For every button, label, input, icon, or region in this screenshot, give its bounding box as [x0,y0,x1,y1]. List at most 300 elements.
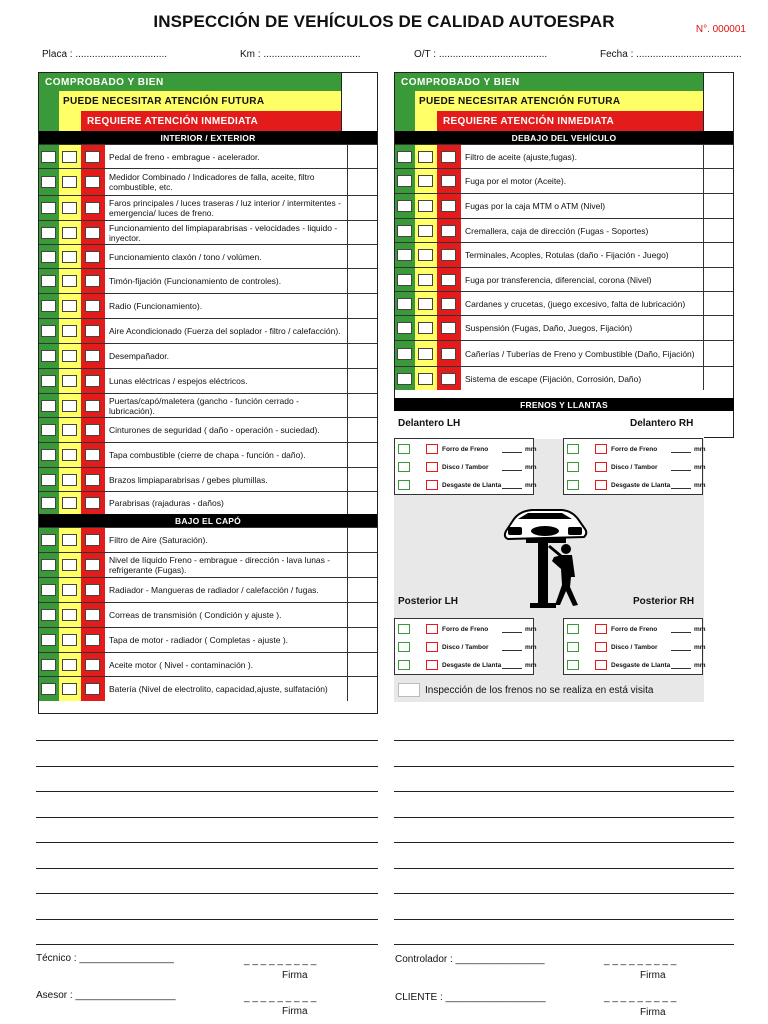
immediate-checkbox[interactable] [595,462,607,472]
position-front-lh: Delantero LH [398,418,461,429]
immediate-checkbox[interactable] [426,480,438,490]
immediate-checkbox[interactable] [85,300,100,312]
ok-checkbox[interactable] [41,424,56,436]
measure-input[interactable] [671,644,691,651]
immediate-checkbox[interactable] [441,225,456,237]
checklist-row [39,318,377,343]
ok-checkbox[interactable] [41,227,56,239]
ok-checkbox[interactable] [41,609,56,621]
immediate-checkbox[interactable] [85,634,100,646]
observation-line-right[interactable] [394,740,734,741]
item-label: Filtro de Aire (Saturación). [109,535,208,545]
checklist-row [39,220,377,244]
observation-line-left[interactable] [36,868,378,869]
immediate-checkbox[interactable] [595,642,607,652]
item-label: Funcionamiento del limpiaparabrisas - velocidades - liquido - inyector. [109,222,338,243]
unit-label: mm [694,445,706,453]
asesor-signature-line: _ _ _ _ _ _ _ _ _ [244,992,317,1003]
ok-checkbox[interactable] [398,444,410,454]
brake-measure-label: Desgaste de Llanta [442,661,502,669]
immediate-checkbox[interactable] [85,534,100,546]
future-checkbox[interactable] [62,350,77,362]
tecnico-field[interactable]: Técnico : _________________ [36,953,174,964]
item-note-cell[interactable] [347,169,377,195]
legend-red: REQUIERE ATENCIÓN INMEDIATA [81,111,341,131]
immediate-checkbox[interactable] [441,151,456,163]
ok-checkbox[interactable] [397,348,412,360]
measure-input[interactable] [502,464,522,471]
brake-measure-label: Disco / Tambor [442,643,489,651]
ok-checkbox[interactable] [41,559,56,571]
future-checkbox[interactable] [418,274,433,286]
future-checkbox[interactable] [62,251,77,263]
immediate-checkbox[interactable] [85,609,100,621]
checklist-row [39,244,377,268]
brake-measure-line [564,620,706,638]
legend-notes-column [341,73,377,131]
future-checkbox[interactable] [62,375,77,387]
future-checkbox[interactable] [62,497,77,509]
form-title: INSPECCIÓN DE VEHÍCULOS DE CALIDAD AUTOESPAR [153,12,615,31]
item-note-cell[interactable] [347,245,377,268]
item-label: Brazos limpiaparabrisas / gebes plumillas. [109,474,268,485]
item-note-cell[interactable] [347,418,377,442]
unit-label: mm [694,643,706,651]
brake-box-front-lh [394,438,537,495]
future-checkbox[interactable] [418,348,433,360]
ok-checkbox[interactable] [41,683,56,695]
ok-checkbox[interactable] [41,202,56,214]
ok-checkbox[interactable] [398,642,410,652]
future-checkbox[interactable] [62,449,77,461]
future-checkbox[interactable] [418,200,433,212]
position-front-rh: Delantero RH [630,418,694,429]
immediate-checkbox[interactable] [85,325,100,337]
ok-checkbox[interactable] [41,497,56,509]
ok-checkbox[interactable] [41,400,56,412]
future-checkbox[interactable] [418,249,433,261]
observation-line-left[interactable] [36,766,378,767]
unit-label: mm [525,625,537,633]
immediate-checkbox[interactable] [85,400,100,412]
item-note-cell[interactable] [347,603,377,627]
immediate-checkbox[interactable] [426,462,438,472]
immediate-checkbox[interactable] [85,176,100,188]
item-note-cell[interactable] [347,344,377,368]
unit-label: mm [525,481,537,489]
ok-checkbox[interactable] [41,325,56,337]
item-label: Fugas por la caja MTM o ATM (Nivel) [465,201,606,211]
brake-measure-label: Forro de Freno [442,625,489,633]
immediate-checkbox[interactable] [85,375,100,387]
future-checkbox[interactable] [62,424,77,436]
tecnico-firma-label: Firma [282,970,308,981]
position-rear-lh: Posterior LH [398,596,459,607]
brake-measure-label: Disco / Tambor [611,643,658,651]
brake-measure-line [395,476,537,494]
checklist-row [39,652,377,676]
checklist-row [395,144,733,168]
future-checkbox[interactable] [418,175,433,187]
brake-measure-line [395,656,537,674]
item-label: Radiador - Mangueras de radiador / calefacción / fugas. [109,585,319,595]
ok-checkbox[interactable] [41,474,56,486]
item-label: Faros principales / luces traseras / luz interior / intermitentes - emergencia/ luces de freno. [109,198,341,218]
immediate-checkbox[interactable] [595,480,607,490]
asesor-firma-label: Firma [282,1006,308,1017]
brake-measure-line [564,440,706,458]
ok-checkbox[interactable] [41,350,56,362]
brake-measure-label: Disco / Tambor [442,463,489,471]
unit-label: mm [694,661,706,669]
immediate-checkbox[interactable] [595,624,607,634]
checklist-row [39,343,377,368]
legend-green-bar [39,91,59,131]
ok-checkbox[interactable] [398,660,410,670]
item-note-cell[interactable] [703,268,733,291]
item-note-cell[interactable] [703,292,733,315]
legend-red-right: REQUIERE ATENCIÓN INMEDIATA [437,111,703,131]
controlador-signature-line: _ _ _ _ _ _ _ _ _ [604,955,677,966]
ok-checkbox[interactable] [41,584,56,596]
item-label: Fuga por el motor (Aceite). [465,176,567,186]
item-label: Tapa combustible (cierre de chapa - función - daño). [109,450,306,460]
item-label: Nivel de líquido Freno - embrague - dirección - lava lunas - refrigerante (Fugas). [109,555,331,575]
right-checklist-panel [394,72,734,438]
immediate-checkbox[interactable] [441,298,456,310]
measure-input[interactable] [671,626,691,633]
future-checkbox[interactable] [62,400,77,412]
future-checkbox[interactable] [62,609,77,621]
checklist-row [39,293,377,318]
measure-input[interactable] [502,626,522,633]
immediate-checkbox[interactable] [85,584,100,596]
ok-checkbox[interactable] [41,300,56,312]
checklist-row [39,527,377,552]
item-note-cell[interactable] [347,394,377,417]
cliente-firma-label: Firma [640,1007,666,1018]
future-checkbox[interactable] [62,227,77,239]
immediate-checkbox[interactable] [426,444,438,454]
immediate-checkbox[interactable] [441,175,456,187]
immediate-checkbox[interactable] [441,200,456,212]
section-header-debajo: DEBAJO DEL VEHÍCULO [395,131,733,144]
unit-label: mm [525,463,537,471]
ok-checkbox[interactable] [397,322,412,334]
ok-checkbox[interactable] [397,298,412,310]
ok-checkbox[interactable] [567,462,579,472]
ok-checkbox[interactable] [397,249,412,261]
ok-checkbox[interactable] [567,642,579,652]
future-checkbox[interactable] [62,202,77,214]
measure-input[interactable] [671,446,691,453]
item-note-cell[interactable] [703,145,733,168]
item-note-cell[interactable] [703,367,733,390]
unit-label: mm [694,463,706,471]
observation-line-right[interactable] [394,766,734,767]
future-checkbox[interactable] [62,151,77,163]
immediate-checkbox[interactable] [441,322,456,334]
checklist-row [39,417,377,442]
checklist-row [39,442,377,467]
cliente-signature-line: _ _ _ _ _ _ _ _ _ [604,992,677,1003]
ok-checkbox[interactable] [41,275,56,287]
ok-checkbox[interactable] [41,449,56,461]
item-note-cell[interactable] [703,316,733,340]
position-rear-rh: Posterior RH [633,596,695,607]
brake-measure-line [395,458,537,476]
item-label: Aire Acondicionado (Fuerza del soplador - filtro / calefacción). [109,326,341,336]
measure-input[interactable] [502,446,522,453]
immediate-checkbox[interactable] [426,642,438,652]
ok-checkbox[interactable] [41,659,56,671]
future-checkbox[interactable] [62,683,77,695]
section-header-bajo-capo: BAJO EL CAPÓ [39,514,377,527]
measure-input[interactable] [671,482,691,489]
ok-checkbox[interactable] [567,480,579,490]
immediate-checkbox[interactable] [85,559,100,571]
ok-checkbox[interactable] [41,151,56,163]
future-checkbox[interactable] [62,659,77,671]
checklist-row [395,218,733,242]
observation-line-right[interactable] [394,791,734,792]
measure-input[interactable] [502,482,522,489]
unit-label: mm [525,661,537,669]
checklist-row [395,168,733,193]
ok-checkbox[interactable] [567,660,579,670]
legend-yellow-bar [59,111,81,131]
immediate-checkbox[interactable] [441,348,456,360]
ok-checkbox[interactable] [398,624,410,634]
brake-box-rear-rh [563,618,706,675]
legend-green-bar-right [395,91,415,131]
observation-line-right[interactable] [394,893,734,894]
cliente-field[interactable]: CLIENTE : __________________ [395,992,546,1003]
brakes-not-inspected-label: Inspección de los frenos no se realiza en está visita [425,685,654,696]
observation-line-left[interactable] [36,842,378,843]
item-note-cell[interactable] [347,269,377,293]
unit-label: mm [525,643,537,651]
item-note-cell[interactable] [347,196,377,220]
item-note-cell[interactable] [703,341,733,366]
ok-checkbox[interactable] [398,462,410,472]
observation-line-right[interactable] [394,842,734,843]
item-label: Medidor Combinado / Indicadores de falla, aceite, filtro combustible, etc. [109,172,315,192]
immediate-checkbox[interactable] [85,497,100,509]
tecnico-signature-line: _ _ _ _ _ _ _ _ _ [244,955,317,966]
observation-line-right[interactable] [394,944,734,945]
item-note-cell[interactable] [703,169,733,193]
measure-input[interactable] [671,662,691,669]
immediate-checkbox[interactable] [595,444,607,454]
immediate-checkbox[interactable] [85,350,100,362]
unit-label: mm [694,625,706,633]
ok-checkbox[interactable] [41,634,56,646]
immediate-checkbox[interactable] [426,624,438,634]
item-note-cell[interactable] [703,194,733,218]
observation-line-right[interactable] [394,868,734,869]
ok-checkbox[interactable] [567,444,579,454]
ok-checkbox[interactable] [398,480,410,490]
immediate-checkbox[interactable] [85,449,100,461]
item-label: Lunas eléctricas / espejos eléctricos. [109,376,248,386]
checklist-row [39,627,377,652]
item-note-cell[interactable] [347,319,377,343]
observation-line-left[interactable] [36,893,378,894]
item-label: Fuga por transferencia, diferencial, corona (Nivel) [465,274,652,285]
unit-label: mm [525,445,537,453]
item-note-cell[interactable] [347,145,377,168]
asesor-field[interactable]: Asesor : __________________ [36,990,176,1001]
legend-notes-column-right [703,73,733,131]
immediate-checkbox[interactable] [441,373,456,385]
item-label: Timón-fijación (Funcionamiento de controles). [109,276,282,286]
item-label: Cañerías / Tuberías de Freno y Combustible (Daño, Fijación) [465,348,695,359]
future-checkbox[interactable] [62,559,77,571]
item-note-cell[interactable] [347,468,377,491]
item-note-cell[interactable] [347,553,377,577]
car-lift-illustration [500,505,590,610]
future-checkbox[interactable] [62,275,77,287]
section-header-interior: INTERIOR / EXTERIOR [39,131,377,144]
item-note-cell[interactable] [347,221,377,244]
immediate-checkbox[interactable] [85,424,100,436]
immediate-checkbox[interactable] [85,151,100,163]
item-label: Sistema de escape (Fijación, Corrosión, Daño) [465,373,642,384]
future-checkbox[interactable] [62,176,77,188]
item-label: Cremallera, caja de dirección (Fugas - Soportes) [465,225,649,236]
ot-field[interactable]: O/T : ....................................... [414,49,548,60]
future-checkbox[interactable] [62,634,77,646]
ok-checkbox[interactable] [397,151,412,163]
item-note-cell[interactable] [347,443,377,467]
brake-measure-line [564,638,706,656]
ok-checkbox[interactable] [567,624,579,634]
future-checkbox[interactable] [62,325,77,337]
checklist-row [39,467,377,491]
item-note-cell[interactable] [347,578,377,602]
observation-line-left[interactable] [36,740,378,741]
future-checkbox[interactable] [62,474,77,486]
fecha-field[interactable]: Fecha : ...................................... [600,49,742,60]
ok-checkbox[interactable] [397,225,412,237]
ok-checkbox[interactable] [397,200,412,212]
future-checkbox[interactable] [418,322,433,334]
legend-yellow-bar-right [415,111,437,131]
future-checkbox[interactable] [418,151,433,163]
checklist-row [395,315,733,340]
item-note-cell[interactable] [347,294,377,318]
item-note-cell[interactable] [347,677,377,701]
immediate-checkbox[interactable] [595,660,607,670]
brake-measure-label: Desgaste de Llanta [442,481,502,489]
immediate-checkbox[interactable] [85,474,100,486]
observation-line-left[interactable] [36,919,378,920]
legend-green-right: COMPROBADO Y BIEN [395,73,703,91]
item-label: Terminales, Acoples, Rotulas (daño - Fijación - Juego) [465,250,669,260]
measure-input[interactable] [671,464,691,471]
checklist-row [395,242,733,267]
controlador-field[interactable]: Controlador : ________________ [395,954,545,965]
checklist-row [39,268,377,293]
left-checklist-panel [38,72,378,714]
observation-line-right[interactable] [394,817,734,818]
immediate-checkbox[interactable] [441,274,456,286]
item-label: Parabrisas (rajaduras - daños) [109,498,224,508]
future-checkbox[interactable] [62,300,77,312]
checklist-row [395,366,733,390]
ok-checkbox[interactable] [397,373,412,385]
item-label: Batería (Nivel de electrolito, capacidad,ajuste, sulfatación) [109,684,328,694]
item-label: Desempañador. [109,351,170,361]
item-label: Cinturones de seguridad ( daño - operación - suciedad). [109,425,320,435]
observation-line-right[interactable] [394,919,734,920]
legend-green: COMPROBADO Y BIEN [39,73,341,91]
unit-label: mm [694,481,706,489]
immediate-checkbox[interactable] [85,275,100,287]
brake-measure-line [395,620,537,638]
item-label: Suspensión (Fugas, Daño, Juegos, Fijación) [465,323,633,333]
future-checkbox[interactable] [418,298,433,310]
immediate-checkbox[interactable] [426,660,438,670]
future-checkbox[interactable] [62,584,77,596]
immediate-checkbox[interactable] [85,251,100,263]
ok-checkbox[interactable] [397,274,412,286]
checklist-row [39,602,377,627]
item-note-cell[interactable] [347,492,377,514]
checklist-row [39,491,377,514]
checklist-row [395,193,733,218]
item-label: Cardanes y crucetas, (juego excesivo, falta de lubricación) [465,298,686,309]
measure-input[interactable] [502,662,522,669]
ok-checkbox[interactable] [397,175,412,187]
immediate-checkbox[interactable] [85,659,100,671]
observation-line-left[interactable] [36,791,378,792]
ok-checkbox[interactable] [41,176,56,188]
immediate-checkbox[interactable] [85,227,100,239]
item-note-cell[interactable] [703,243,733,267]
legend-yellow: PUEDE NECESITAR ATENCIÓN FUTURA [59,91,341,111]
km-field[interactable]: Km : ................................... [240,49,361,60]
checklist-row [395,267,733,291]
item-note-cell[interactable] [703,219,733,242]
item-note-cell[interactable] [347,628,377,652]
immediate-checkbox[interactable] [85,683,100,695]
immediate-checkbox[interactable] [441,249,456,261]
ok-checkbox[interactable] [41,251,56,263]
item-note-cell[interactable] [347,369,377,393]
future-checkbox[interactable] [418,225,433,237]
legend-yellow-right: PUEDE NECESITAR ATENCIÓN FUTURA [415,91,703,111]
observation-line-left[interactable] [36,944,378,945]
ok-checkbox[interactable] [41,534,56,546]
item-note-cell[interactable] [347,653,377,676]
observation-line-left[interactable] [36,817,378,818]
placa-field[interactable]: Placa : ................................. [42,49,168,60]
ok-checkbox[interactable] [41,375,56,387]
item-note-cell[interactable] [347,528,377,552]
checklist-row [39,368,377,393]
checklist-row [395,291,733,315]
measure-input[interactable] [502,644,522,651]
future-checkbox[interactable] [418,373,433,385]
brake-measure-line [395,440,537,458]
future-checkbox[interactable] [62,534,77,546]
brakes-not-inspected-checkbox[interactable] [398,683,420,697]
brake-measure-line [564,476,706,494]
item-label: Puertas/capó/maletera (gancho - función cerrado - lubricación). [109,395,299,416]
immediate-checkbox[interactable] [85,202,100,214]
